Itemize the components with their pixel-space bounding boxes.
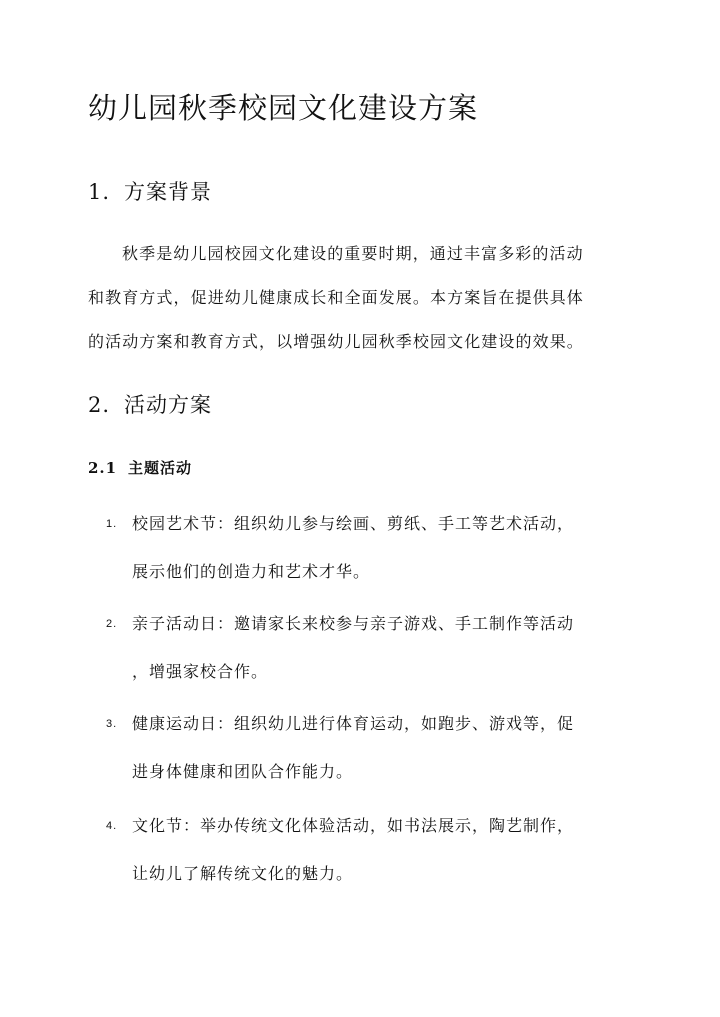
list-item-line: ，增强家校合作。 — [132, 662, 269, 681]
list-marker: 2. — [106, 618, 118, 630]
section-heading-activities — [88, 389, 212, 419]
paragraph-line: 的活动方案和教育方式，以增强幼儿园秋季校园文化建设的效果。 — [88, 332, 584, 351]
list-item-line: 展示他们的创造力和艺术才华。 — [132, 562, 371, 581]
list-item-line: 健康运动日：组织幼儿进行体育运动，如跑步、游戏等，促 — [132, 714, 575, 733]
list-item-line: 让幼儿了解传统文化的魅力。 — [132, 864, 354, 883]
list-marker: 4. — [106, 820, 118, 832]
background-paragraph — [88, 232, 636, 364]
list-item-line: 进身体健康和团队合作能力。 — [132, 762, 354, 781]
list-item — [106, 600, 626, 696]
subsection-number: 2.1 — [88, 459, 118, 477]
paragraph-line: 秋季是幼儿园校园文化建设的重要时期，通过丰富多彩的活动 — [122, 244, 584, 263]
section-number: 1. — [88, 180, 111, 204]
list-item-line: 文化节：举办传统文化体验活动，如书法展示，陶艺制作， — [132, 816, 575, 835]
list-item — [106, 700, 626, 796]
list-item — [106, 500, 626, 596]
document-title: 幼儿园秋季校园文化建设方案 — [88, 91, 479, 125]
section-title: 方案背景 — [124, 180, 212, 204]
list-marker: 3. — [106, 718, 118, 730]
list-item — [106, 802, 626, 898]
section-heading-background — [88, 176, 212, 206]
list-item-line: 亲子活动日：邀请家长来校参与亲子游戏、手工制作等活动 — [132, 614, 575, 633]
subsection-title: 主题活动 — [128, 459, 193, 477]
list-marker: 1. — [106, 518, 118, 530]
section-number: 2. — [88, 393, 111, 417]
list-item-line: 校园艺术节：组织幼儿参与绘画、剪纸、手工等艺术活动， — [132, 514, 575, 533]
paragraph-line: 和教育方式，促进幼儿健康成长和全面发展。本方案旨在提供具体 — [88, 288, 584, 307]
subsection-heading-theme — [88, 457, 192, 478]
section-title: 活动方案 — [124, 393, 212, 417]
